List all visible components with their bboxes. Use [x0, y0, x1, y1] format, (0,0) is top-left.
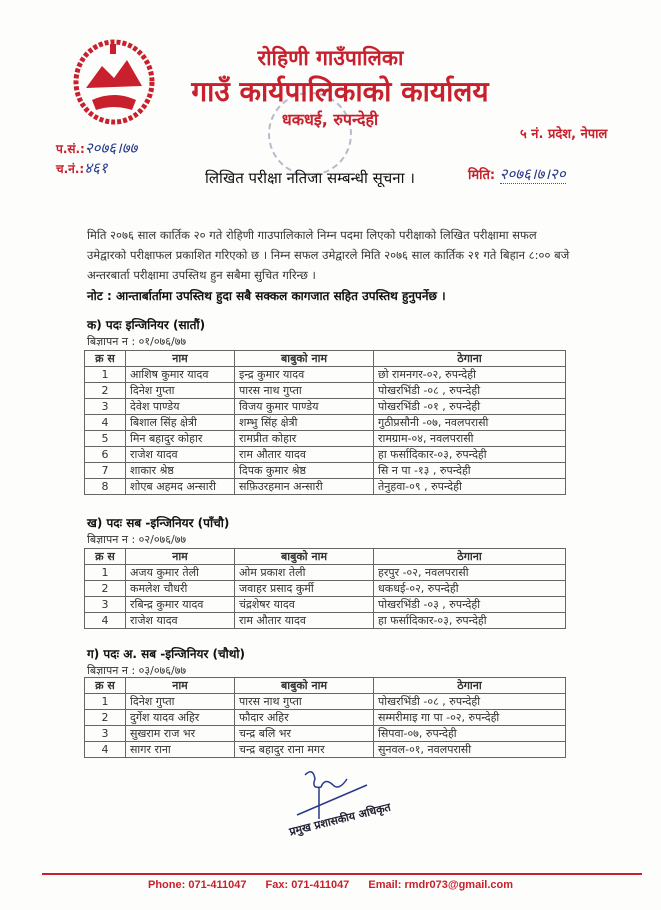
table-row — [85, 367, 566, 383]
table-row — [85, 447, 566, 463]
father-name: इन्द्र कुमार यादव — [235, 367, 374, 383]
table-row — [85, 694, 566, 710]
dispatch-number — [56, 158, 108, 178]
address: धकधई-०२, रुपन्देही — [374, 581, 566, 597]
address: छो रामनगर-०२, रुपन्देही — [374, 367, 566, 383]
serial-number: 8 — [85, 479, 126, 495]
address: सम्मरीमाइ गा पा -०२, रुपन्देही — [374, 710, 566, 726]
column-header: बाबुको नाम — [235, 549, 374, 565]
column-header: ठेगाना — [374, 549, 566, 565]
serial-number: 4 — [85, 415, 126, 431]
father-name: पारस नाथ गुप्ता — [235, 694, 374, 710]
address: हा फर्सादिकार-०३, रुपन्देही — [374, 613, 566, 629]
serial-number: 2 — [85, 581, 126, 597]
table-row — [85, 463, 566, 479]
footer-fax: Fax: 071-411047 — [265, 879, 350, 891]
serial-number: 2 — [85, 710, 126, 726]
table-row — [85, 479, 566, 495]
candidate-name: अजय कुमार तेली — [126, 565, 235, 581]
date-label: मिति: — [468, 168, 496, 183]
candidate-name: रबिन्द्र कुमार यादव — [126, 597, 235, 613]
notice-subject: लिखित परीक्षा नतिजा सम्बन्धी सूचना । — [205, 169, 415, 187]
column-header: बाबुको नाम — [235, 678, 374, 694]
candidate-name: कमलेश चौधरी — [126, 581, 235, 597]
father-name: राम औतार यादव — [235, 447, 374, 463]
serial-number: 3 — [85, 399, 126, 415]
column-header: बाबुको नाम — [235, 351, 374, 367]
footer-contact — [0, 879, 661, 891]
column-header: ठेगाना — [374, 678, 566, 694]
table-row — [85, 383, 566, 399]
dispatch-value: ४६१ — [84, 159, 108, 177]
address: सुनवल-०१, नवलपरासी — [374, 742, 566, 758]
notice-paragraph: मिति २०७६ साल कार्तिक २० गते रोहिणी गाउपालिकाले निम्न पदमा लिएको परीक्षाको लिखित परीक्षामा सफल उमेद्वारको परीक्षाफल प्रकाशित गरिएको छ । निम्न सफल उमेद्वारले मिति २०७६ साल कार्तिक २१ गते बिहान ८:०० बजे अन्तरबार्ता परीक्षामा उपस्तिथ हुन सबैमा सुचित गरिन्छ । — [87, 228, 570, 282]
column-header: नाम — [126, 351, 235, 367]
candidate-name: सागर राना — [126, 742, 235, 758]
table-header-row — [85, 351, 566, 367]
table-row — [85, 581, 566, 597]
candidates-table — [84, 677, 566, 758]
office-name: गाउँ कार्यपालिकाको कार्यालय — [191, 75, 489, 108]
footer-email[interactable]: Email: rmdr073@gmail.com — [368, 879, 513, 891]
candidate-name: राजेश यादव — [126, 613, 235, 629]
candidate-name: दिनेश गुप्ता — [126, 383, 235, 399]
section-heading: ख) पदः सब -इन्जिनियर (पाँचौ) — [87, 516, 230, 530]
address: रामग्राम-०४, नवलपरासी — [374, 431, 566, 447]
table-header-row — [85, 549, 566, 565]
candidate-name: आशिष कुमार यादव — [126, 367, 235, 383]
father-name: चन्द्र बलि भर — [235, 726, 374, 742]
table-row — [85, 399, 566, 415]
table-row — [85, 726, 566, 742]
dispatch-label: च.नं.: — [56, 162, 85, 176]
candidate-name: शाकार श्रेष्ठ — [126, 463, 235, 479]
candidate-name: बिशाल सिंह क्षेत्री — [126, 415, 235, 431]
ref-label: प.सं.: — [56, 142, 85, 156]
candidate-name: दिनेश गुप्ता — [126, 694, 235, 710]
father-name: दिपक कुमार श्रेष्ठ — [235, 463, 374, 479]
serial-number: 5 — [85, 431, 126, 447]
signatory-title: प्रमुख प्रशासकीय अधिकृत — [287, 800, 392, 839]
candidate-name: राजेश यादव — [126, 447, 235, 463]
father-name: विजय कुमार पाण्डेय — [235, 399, 374, 415]
office-address: धकधई, रुपन्देही — [281, 110, 379, 129]
address: हा फर्सादिकार-०३, रुपन्देही — [374, 447, 566, 463]
serial-number: 4 — [85, 613, 126, 629]
father-name: चन्द्र बहादुर राना मगर — [235, 742, 374, 758]
serial-number: 3 — [85, 597, 126, 613]
column-header: नाम — [126, 549, 235, 565]
father-name: चंद्रशेषर यादव — [235, 597, 374, 613]
date-value: २०७६।७।२० — [499, 165, 566, 183]
serial-number: 6 — [85, 447, 126, 463]
candidate-name: दुर्गेश यादव अहिर — [126, 710, 235, 726]
serial-number: 2 — [85, 383, 126, 399]
serial-number: 3 — [85, 726, 126, 742]
candidates-table — [84, 350, 566, 495]
father-name: पारस नाथ गुप्ता — [235, 383, 374, 399]
address: सि न पा -१३ , रुपन्देही — [374, 463, 566, 479]
candidate-name: मिन बहादुर कोहार — [126, 431, 235, 447]
serial-number: 7 — [85, 463, 126, 479]
address: गुठीप्रसौनी -०७, नवलपरासी — [374, 415, 566, 431]
serial-number: 1 — [85, 565, 126, 581]
column-header: क्र स — [85, 678, 126, 694]
footer-divider — [42, 873, 642, 875]
table-row — [85, 597, 566, 613]
father-name: ओम प्रकाश तेली — [235, 565, 374, 581]
table-header-row — [85, 678, 566, 694]
candidate-name: सुखराम राज भर — [126, 726, 235, 742]
address: हरपुर -०२, नवलपरासी — [374, 565, 566, 581]
reference-number — [56, 138, 137, 158]
section-heading: ग) पदः अ. सब -इन्जिनियर (चौथो) — [87, 647, 246, 661]
section-heading: क) पदः इन्जिनियर (सातौं) — [87, 318, 206, 332]
serial-number: 4 — [85, 742, 126, 758]
municipality-name: रोहिणी गाउँपालिका — [257, 46, 404, 70]
father-name: सफ़िउरहमान अन्सारी — [235, 479, 374, 495]
ref-value: २०७६।७७ — [84, 139, 138, 157]
table-row — [85, 710, 566, 726]
column-header: ठेगाना — [374, 351, 566, 367]
table-row — [85, 742, 566, 758]
footer-phone: Phone: 071-411047 — [148, 879, 247, 891]
advert-number: बिज्ञापन न : ०१/०७६/७७ — [87, 335, 187, 348]
address: पोखरभिंडी -०८ , रुपन्देही — [374, 383, 566, 399]
candidate-name: देवेश पाण्डेय — [126, 399, 235, 415]
notice-note: नोट : आन्तार्बार्तामा उपस्तिथ हुदा सबै सक्कल कागजात सहित उपस्तिथ हुनुपर्नेछ । — [87, 289, 446, 303]
column-header: क्र स — [85, 549, 126, 565]
father-name: रामप्रीत कोहार — [235, 431, 374, 447]
address: सिपवा-०७, रुपन्देही — [374, 726, 566, 742]
address: तेनुहवा-०९ , रुपन्देही — [374, 479, 566, 495]
province: ५ नं. प्रदेश, नेपाल — [520, 127, 608, 142]
date — [468, 164, 566, 184]
father-name: राम औतार यादव — [235, 613, 374, 629]
address: पोखरभिंडी -०३ , रुपन्देही — [374, 597, 566, 613]
column-header: क्र स — [85, 351, 126, 367]
candidates-table — [84, 548, 566, 629]
serial-number: 1 — [85, 694, 126, 710]
father-name: शम्भु सिंह क्षेत्री — [235, 415, 374, 431]
father-name: फौदार अहिर — [235, 710, 374, 726]
address: पोखरभिंडी -०८ , रुपन्देही — [374, 694, 566, 710]
father-name: जवाहर प्रसाद कुर्मी — [235, 581, 374, 597]
table-row — [85, 415, 566, 431]
table-row — [85, 565, 566, 581]
column-header: नाम — [126, 678, 235, 694]
serial-number: 1 — [85, 367, 126, 383]
advert-number: बिज्ञापन न : ०२/०७६/७७ — [87, 533, 187, 546]
table-row — [85, 431, 566, 447]
table-row — [85, 613, 566, 629]
candidate-name: शोएब अहमद अन्सारी — [126, 479, 235, 495]
address: पोखरभिंडी -०१ , रुपन्देही — [374, 399, 566, 415]
advert-number: बिज्ञापन न : ०३/०७६/७७ — [87, 664, 187, 677]
